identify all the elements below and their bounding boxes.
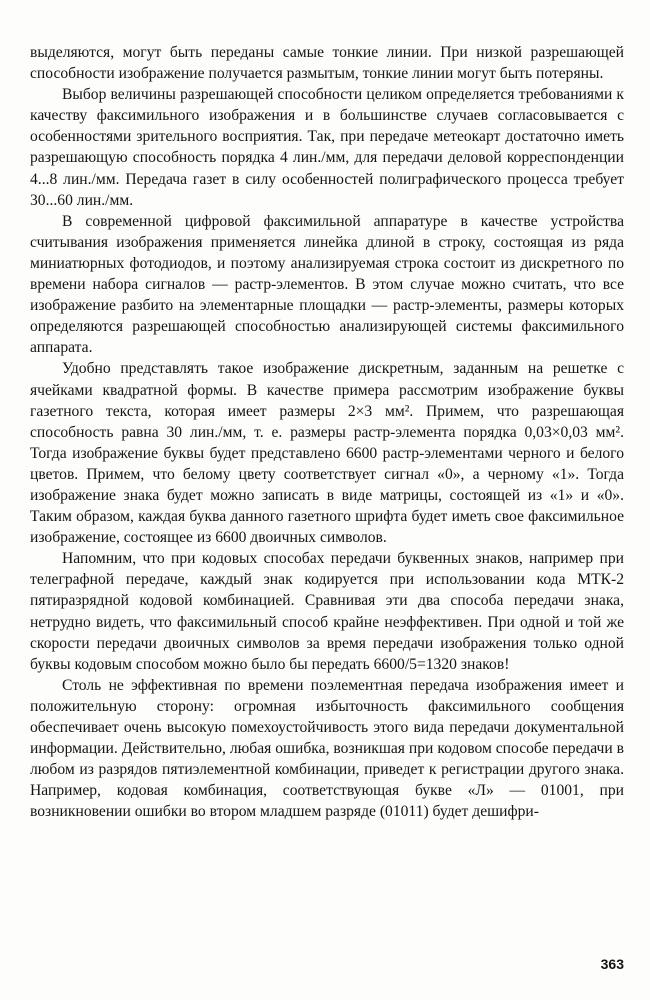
body-text bbox=[30, 42, 624, 822]
page-number: 363 bbox=[600, 956, 624, 972]
paragraph-digital-fax: В современной цифровой факсимильной аппаратуре в качестве устройства считывания изображения применяется линейка длиной в строку, состоящая из ряда миниатюрных фотодиодов, и поэтому анализируемая строка состоит из дискретного по времени набора сигналов — растр-элементов. В этом случае можно считать, что все изображение разбито на элементарные площадки — растр-элементы, размеры которых определяются разрешающей способностью анализирующей системы факсимильного аппарата. bbox=[30, 212, 624, 357]
paragraph-redundancy: Столь не эффективная по времени поэлементная передача изображения имеет и положительную сторону: огромная избыточность факсимильного сообщения обеспечивает очень высокую помехоустойчивость этого вида передачи документальной информации. Действительно, любая ошибка, возникшая при кодовом способе передачи в любом из разрядов пятиэлементной комбинации, приведет к регистрации другого знака. Например, кодовая комбинация, соответствующая букве «Л» — 01001, при возникновении ошибки во втором младшем разряде (01011) будет дешифри- bbox=[30, 676, 624, 821]
paragraph-code-comparison: Напомним, что при кодовых способах передачи буквенных знаков, например при телеграфной передаче, каждый знак кодируется при использовании кода МТК-2 пятиразрядной кодовой комбинацией. Сравнивая эти два способа передачи знака, нетрудно видеть, что факсимильный способ крайне неэффективен. При одной и той же скорости передачи двоичных символов за время передачи изображения только одной буквы кодовым способом можно было бы передать 6600/5=1320 знаков! bbox=[30, 550, 624, 673]
paragraph-continuation: выделяются, могут быть переданы самые тонкие линии. При низкой разрешающей способности изображение получается размытым, тонкие линии могут быть потеряны. bbox=[30, 44, 624, 83]
paragraph-discrete-image: Удобно представлять такое изображение дискретным, заданным на решетке с ячейками квадратной формы. В качестве примера рассмотрим изображение буквы газетного текста, которая имеет размеры 2×3 мм². Примем, что разрешающая способность равна 30 лин./мм, т. е. размеры растр-элемента порядка 0,03×0,03 мм². Тогда изображение буквы будет представлено 6600 растр-элементами черного и белого цветов. Примем, что белому цвету соответствует сигнал «0», а черному «1». Тогда изображение знака будет можно записать в виде матрицы, состоящей из «1» и «0». Таким образом, каждая буква данного газетного шрифта будет иметь свое факсимильное изображение, состоящее из 6600 двоичных символов. bbox=[30, 360, 624, 547]
paragraph-resolution-choice: Выбор величины разрешающей способности целиком определяется требованиями к качеству факсимильного изображения и в большинстве случаев согласовывается с особенностями зрительного восприятия. Так, при передаче метеокарт достаточно иметь разрешающую способность порядка 4 лин./мм, для передачи деловой корреспонденции 4...8 лин./мм. Передача газет в силу особенностей полиграфического процесса требует 30...60 лин./мм. bbox=[30, 86, 624, 209]
